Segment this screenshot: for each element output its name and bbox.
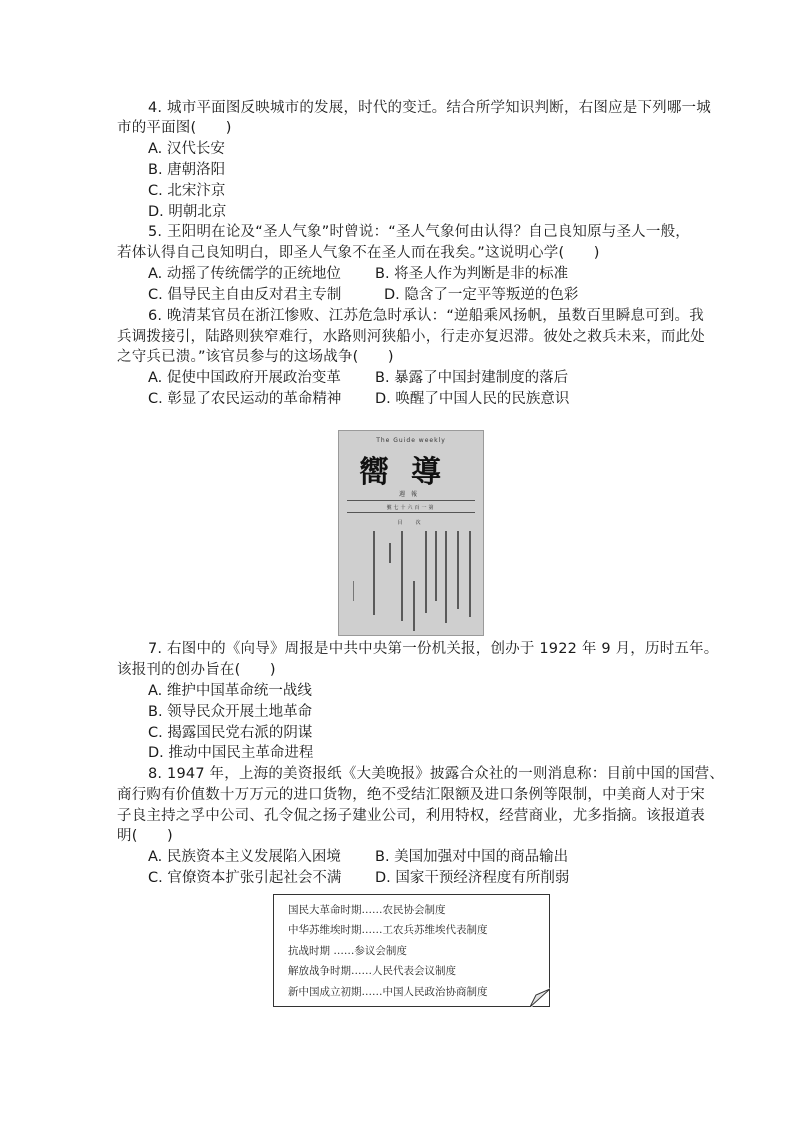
q7-option-c: C. 揭露国民党右派的阴谋 <box>148 725 313 741</box>
q7-option-a: A. 维护中国革命统一战线 <box>148 683 312 699</box>
q5-option-a: A. 动摇了传统儒学的正统地位 <box>148 266 341 282</box>
q8-option-b: B. 美国加强对中国的商品输出 <box>375 849 569 865</box>
table-row: 解放战争时期……人民代表会议制度 <box>288 965 456 977</box>
newspaper-text-column <box>373 531 375 615</box>
newspaper-rule-top <box>347 500 475 501</box>
newspaper-masthead: 嚮導 <box>359 455 463 490</box>
political-system-table <box>273 894 550 1007</box>
q8-stem-line-2: 商行购有价值数十万万元的进口货物，绝不受结汇限额及进口条例等限制，中美商人对于宋 <box>117 787 705 803</box>
newspaper-side-mark <box>353 581 354 601</box>
q8-stem-line-3: 子良主持之孚中公司、孔令侃之扬子建业公司，利用特权，经营商业，尤多指摘。该报道表 <box>117 808 705 824</box>
q6-option-c: C. 彰显了农民运动的革命精神 <box>148 391 342 407</box>
q8-stem-line-1: 8. 1947 年，上海的美资报纸《大美晚报》披露合众社的一则消息称：目前中国的国营、 <box>148 766 725 782</box>
q5-option-d: D. 隐含了一定平等叛逆的色彩 <box>384 287 579 303</box>
newspaper-text-column <box>435 531 437 601</box>
table-row: 新中国成立初期……中国人民政治协商制度 <box>288 986 488 998</box>
q6-option-d: D. 唤醒了中国人民的民族意识 <box>375 391 570 407</box>
q5-option-c: C. 倡导民主自由反对君主专制 <box>148 287 342 303</box>
q4-option-b: B. 唐朝洛阳 <box>148 162 226 178</box>
q8-stem-line-4: 明( ) <box>117 828 173 844</box>
page-curl-icon <box>530 987 550 1007</box>
q8-option-c: C. 官僚资本扩张引起社会不满 <box>148 870 342 886</box>
q4-stem-line-2: 市的平面图( ) <box>117 120 232 136</box>
q5-stem-line-1: 5. 王阳明在论及“圣人气象”时曾说：“圣人气象何由认得？自己良知原与圣人一般， <box>148 224 690 240</box>
newspaper-text-column <box>401 531 403 621</box>
newspaper-subtitle: 週報 <box>398 491 423 498</box>
q5-stem-line-2: 若体认得自己良知明白，即圣人气象不在圣人而在我矣。”这说明心学( ) <box>117 245 600 261</box>
q5-option-b: B. 将圣人作为判断是非的标准 <box>375 266 569 282</box>
newspaper-text-column <box>389 543 391 563</box>
table-row: 国民大革命时期……农民协会制度 <box>288 904 446 916</box>
q8-option-d: D. 国家干预经济程度有所削弱 <box>375 870 570 886</box>
newspaper-text-column <box>469 531 471 617</box>
q4-option-c: C. 北宋汴京 <box>148 183 226 199</box>
q4-stem-line-1: 4. 城市平面图反映城市的发展，时代的变迁。结合所学知识判断，右图应是下列哪一城 <box>148 100 711 116</box>
q7-stem-line-1: 7. 右图中的《向导》周报是中共中央第一份机关报，创办于 1922 年 9 月，历时五年。 <box>148 641 719 657</box>
q6-option-a: A. 促使中国政府开展政治变革 <box>148 370 341 386</box>
newspaper-text-column <box>445 531 447 623</box>
q7-option-b: B. 领导民众开展土地革命 <box>148 704 313 720</box>
newspaper-text-column <box>413 581 415 631</box>
q6-stem-line-1: 6. 晚清某官员在浙江惨败、江苏危急时承认：“逆船乘风扬帆，虽数百里瞬息可到。我 <box>148 308 704 324</box>
newspaper-english-title: The Guide weekly <box>376 437 446 444</box>
q6-stem-line-2: 兵调拨接引，陆路则狭窄难行，水路则河狭船小，行走亦复迟滞。彼处之救兵未来，而此处 <box>117 329 705 345</box>
guide-weekly-newspaper-image <box>338 430 484 636</box>
q4-option-a: A. 汉代长安 <box>148 141 225 157</box>
q7-stem-line-2: 该报刊的创办旨在( ) <box>117 662 276 678</box>
q6-stem-line-3: 之守兵已溃。”该官员参与的这场战争( ) <box>117 349 394 365</box>
table-row: 抗战时期 ……参议会制度 <box>288 945 407 957</box>
newspaper-rule-bottom <box>347 512 475 513</box>
table-row: 中华苏维埃时期……工农兵苏维埃代表制度 <box>288 924 488 936</box>
q8-option-a: A. 民族资本主义发展陷入困境 <box>148 849 341 865</box>
newspaper-text-column <box>457 531 459 609</box>
q6-option-b: B. 暴露了中国封建制度的落后 <box>375 370 569 386</box>
newspaper-toc-label: 目 次 <box>397 520 425 526</box>
q7-option-d: D. 推动中国民主革命进程 <box>148 745 314 761</box>
newspaper-issue-number: 號七十六百一第 <box>386 505 436 511</box>
newspaper-text-column <box>425 531 427 613</box>
q4-option-d: D. 明朝北京 <box>148 204 227 220</box>
